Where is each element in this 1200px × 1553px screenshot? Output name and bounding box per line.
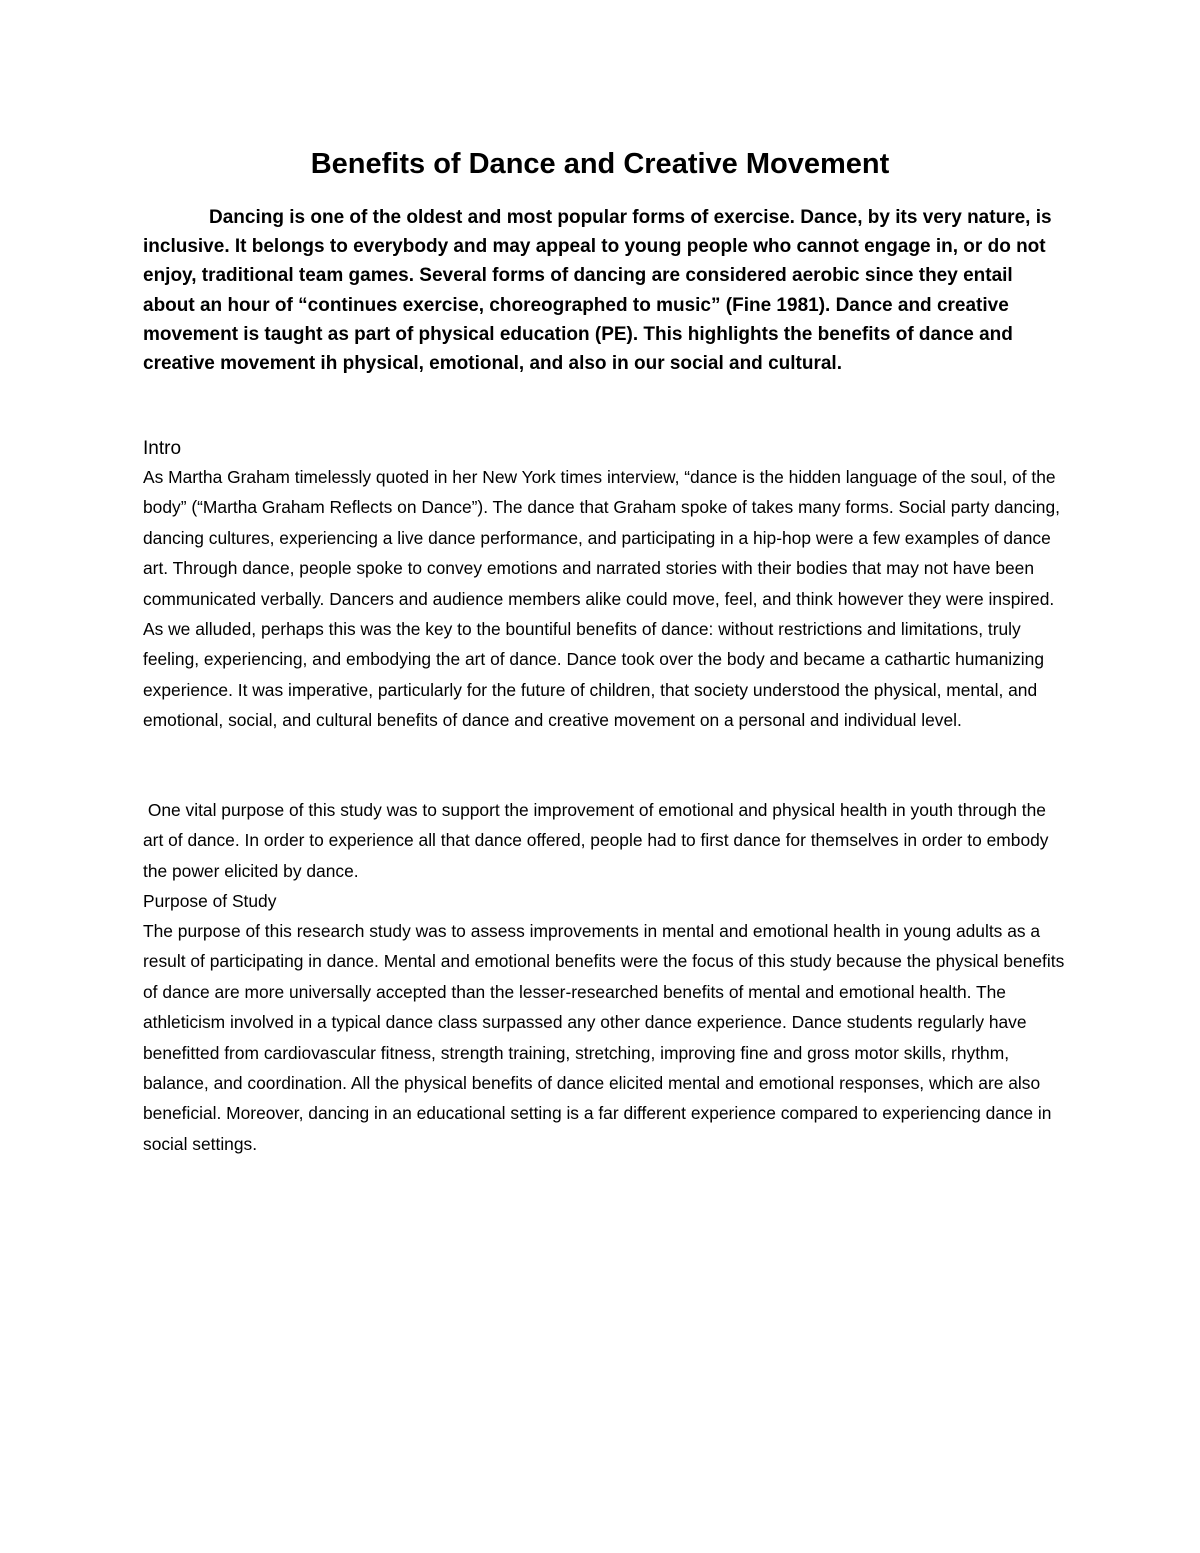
abstract-paragraph: Dancing is one of the oldest and most popular forms of exercise. Dance, by its very nature, is inclusive. It belongs to everybody and may appeal to young people who cannot engage in, or do not enjoy, traditional team games. Several forms of dancing are considered aerobic since they entail about an hour of “continues exercise, choreographed to music” (Fine 1981). Dance and creative movement is taught as part of physical education (PE). This highlights the benefits of dance and creative movement ih physical, emotional, and also in our social and cultural. xyxy=(143,207,1052,375)
document-title: Benefits of Dance and Creative Movement xyxy=(310,148,890,180)
purpose-paragraph: The purpose of this research study was to assess improvements in mental and emotional health in young adults as a result of participating in dance. Mental and emotional benefits were the focus of this study because the physical benefits of dance are more universally accepted than the lesser-researched benefits of mental and emotional health. The athleticism involved in a typical dance class surpassed any other dance experience. Dance students regularly have benefitted from cardiovascular fitness, strength training, stretching, improving fine and gross motor skills, rhythm, balance, and coordination. All the physical benefits of dance elicited mental and emotional responses, which are also beneficial. Moreover, dancing in an educational setting is a far different experience compared to experiencing dance in social settings. xyxy=(143,921,1065,1154)
intro-heading: Intro xyxy=(143,438,182,459)
purpose-heading: Purpose of Study xyxy=(143,891,277,911)
intro-paragraph-2: One vital purpose of this study was to support the improvement of emotional and physical health in youth through the art of dance. In order to experience all that dance offered, people had to first dance for themselves in order to embody the power elicited by dance. xyxy=(143,800,1054,881)
intro-paragraph-1: As Martha Graham timelessly quoted in her New York times interview, “dance is the hidden language of the soul, of the body” (“Martha Graham Reflects on Dance”). The dance that Graham spoke of takes many forms. Social party dancing, dancing cultures, experiencing a live dance performance, and participating in a hip-hop were a few examples of dance art. Through dance, people spoke to convey emotions and narrated stories with their bodies that may not have been communicated verbally. Dancers and audience members alike could move, feel, and think however they were inspired. As we alluded, perhaps this was the key to the bountiful benefits of dance: without restrictions and limitations, truly feeling, experiencing, and embodying the art of dance. Dance took over the body and became a cathartic humanizing experience. It was imperative, particularly for the future of children, that society understood the physical, mental, and emotional, social, and cultural benefits of dance and creative movement on a personal and individual level. xyxy=(143,467,1060,731)
